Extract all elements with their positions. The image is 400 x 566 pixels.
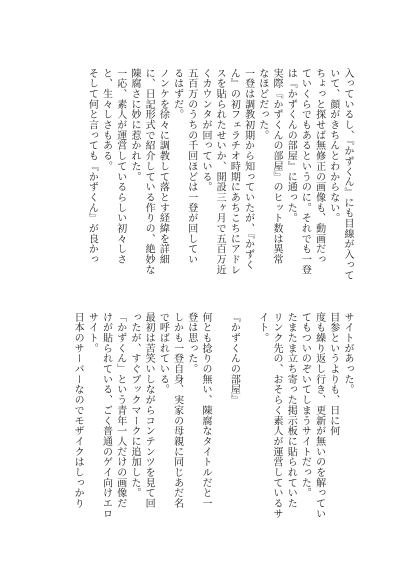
bottom-text-line: けが貼られている、ごく普通のゲイ向けエロ xyxy=(100,312,112,519)
top-text-line: と、生々しさもある。 xyxy=(100,68,112,172)
top-text-line: 陳腐さに妙に惹かれた。 xyxy=(128,68,140,182)
top-text-line: 一登は調教初期から知っていたが、『かずく xyxy=(242,68,254,270)
top-text-line: ん』の初フェラチオ時期にあちこちにアドレ xyxy=(228,68,240,275)
top-text-line: に、日記形式で紹介している作りの、絶妙な xyxy=(143,68,155,275)
top-text-line: 入っているし、『かずくん』にも目線が入って xyxy=(342,68,353,281)
bottom-text-line xyxy=(212,312,226,524)
top-text-line: 五百万のうちの千回ほどは一登が回してい xyxy=(185,68,197,265)
text-block-bottom xyxy=(70,312,354,524)
top-text-line: いて、顔がきちんとわからない。 xyxy=(327,68,339,224)
top-text-line: そして何と言っても『かずくん』が良かっ xyxy=(86,68,98,265)
bottom-text-line: しかも一登自身、実家の母親に同じあだ名 xyxy=(171,312,183,509)
bottom-text-line xyxy=(240,312,254,524)
bottom-text-line: 何とも捻りの無い、陳腐なタイトルだと一 xyxy=(199,312,211,509)
bottom-text-line: 度も繰り返し行き、更新が無いのを解ってい xyxy=(313,312,325,519)
top-text-line: るはずだ。 xyxy=(171,68,183,120)
bottom-text-line: 最初は苦笑いしながらコンテンツを見て回 xyxy=(143,312,155,509)
bottom-text-line: ったが、すぐブックマークに追加した。 xyxy=(128,312,140,499)
top-text-line: ちょっと探せば無修正の画像も、動画だっ xyxy=(313,68,325,265)
bottom-text-line: 目参というよりも、日に何 xyxy=(327,312,339,437)
top-text-line: スを貼られたせいか、開設三ヶ月で五百万近 xyxy=(214,68,226,275)
bottom-text-line: 「かずくん」という青年一人だけの画像だ xyxy=(114,312,126,509)
top-text-line: なほどだった。 xyxy=(256,68,268,141)
bottom-text-line: 日本のサーバーなのでモザイクはしっかり xyxy=(72,312,84,509)
bottom-text-line: たまたま立ち寄った掲示板に貼られていた xyxy=(285,312,297,509)
bottom-text-line: サイトがあった。 xyxy=(342,312,353,395)
top-text-line: ノンケを徐々に調教して落とす経緯を詳細 xyxy=(157,68,169,265)
top-text-line: は『かずくんの部屋』に通った。 xyxy=(285,68,297,224)
top-text-line: くカウンタが回っている。 xyxy=(199,68,211,193)
bottom-text-line: イト。 xyxy=(256,312,268,344)
bottom-text-line: 『かずくんの部屋』 xyxy=(228,312,240,406)
text-block-top xyxy=(84,68,354,281)
top-text-line: 一応、素人が運営しているらしい初々しさ xyxy=(114,68,126,265)
bottom-text-line: リンク先の、おそらく素人が運営しているサ xyxy=(270,312,282,519)
top-text-line: ていくらでもあるというのに。それでも一登 xyxy=(299,68,311,275)
bottom-text-line: サイト。 xyxy=(86,312,98,354)
bottom-text-line: で呼ばれている。 xyxy=(157,312,169,395)
bottom-text-line: 登は思った。 xyxy=(185,312,197,375)
top-text-line: 実際『かずくんの部屋』のヒット数は異常 xyxy=(270,68,282,265)
bottom-text-line: てもついのぞいてしまうサイトだった。 xyxy=(299,312,311,499)
